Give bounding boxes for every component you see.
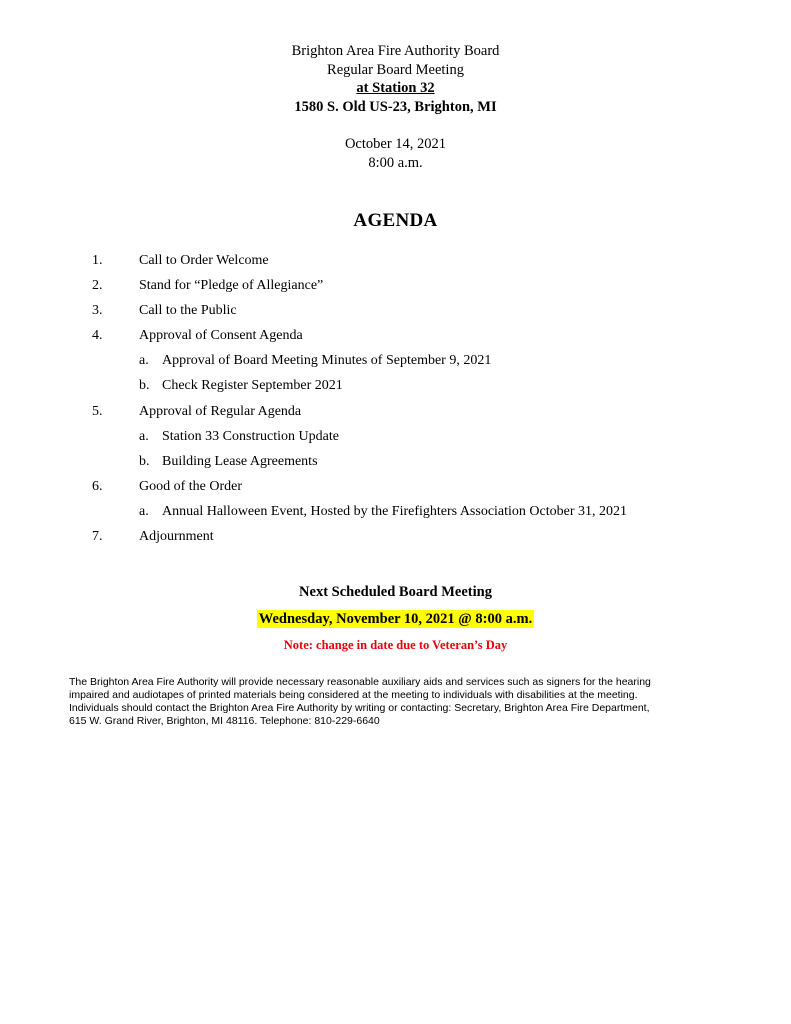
agenda-subitem-text: Check Register September 2021 [162, 378, 343, 393]
agenda-subitem-letter: b. [139, 454, 150, 469]
agenda-subitem-text: Building Lease Agreements [162, 454, 318, 469]
date-change-note: Note: change in date due to Veteran’s Day [283, 638, 508, 652]
agenda-subitem-letter: b. [139, 378, 150, 393]
notice-line: The Brighton Area Fire Authority will provide necessary reasonable auxiliary aids and services such as signers for the hearing [69, 676, 651, 688]
meeting-location: at Station 32 [356, 80, 435, 96]
document-header [0, 42, 791, 116]
agenda-subitem-text: Approval of Board Meeting Minutes of September 9, 2021 [162, 353, 492, 368]
agenda-subitem-letter: a. [139, 504, 149, 519]
notice-line: Individuals should contact the Brighton Area Fire Authority by writing or contacting: Secretary, Brighton Area Fire Department, [69, 702, 650, 714]
agenda-item-number: 1. [92, 253, 103, 268]
meeting-type: Regular Board Meeting [327, 61, 464, 78]
meeting-address: 1580 S. Old US-23, Brighton, MI [294, 98, 497, 115]
agenda-item-text: Call to Order Welcome [139, 253, 269, 268]
notice-line: impaired and audiotapes of printed materials being considered at the meeting to individuals with disabilities at the meeting. [69, 689, 638, 701]
agenda-item-text: Call to the Public [139, 303, 237, 318]
meeting-date: October 14, 2021 [344, 136, 447, 152]
accessibility-notice [69, 676, 729, 728]
next-meeting-datetime: Wednesday, November 10, 2021 @ 8:00 a.m. [258, 611, 533, 627]
next-meeting-date-row [0, 610, 791, 628]
agenda-item-number: 5. [92, 404, 103, 419]
agenda-subitem-letter: a. [139, 353, 149, 368]
agenda-item-number: 2. [92, 278, 103, 293]
agenda-subitem-text: Station 33 Construction Update [162, 429, 339, 444]
agenda-item-text: Stand for “Pledge of Allegiance” [139, 278, 324, 293]
agenda-subitem-text: Annual Halloween Event, Hosted by the Firefighters Association October 31, 2021 [162, 504, 628, 519]
agenda-item-text: Adjournment [139, 529, 214, 544]
agenda-item-number: 4. [92, 328, 103, 343]
agenda-subitem-letter: a. [139, 429, 149, 444]
agenda-item-number: 3. [92, 303, 103, 318]
agenda-item-text: Approval of Regular Agenda [139, 404, 302, 419]
board-name: Brighton Area Fire Authority Board [291, 43, 500, 59]
agenda-item-number: 6. [92, 479, 103, 494]
agenda-item-number: 7. [92, 529, 103, 544]
agenda-item-text: Good of the Order [139, 479, 243, 494]
meeting-time: 8:00 a.m. [368, 154, 423, 171]
notice-line: 615 W. Grand River, Brighton, MI 48116. Telephone: 810-229-6640 [69, 715, 380, 727]
meeting-datetime [0, 135, 791, 172]
agenda-title: AGENDA [353, 210, 438, 231]
agenda-item-text: Approval of Consent Agenda [139, 328, 303, 343]
next-meeting-heading: Next Scheduled Board Meeting [299, 584, 492, 600]
